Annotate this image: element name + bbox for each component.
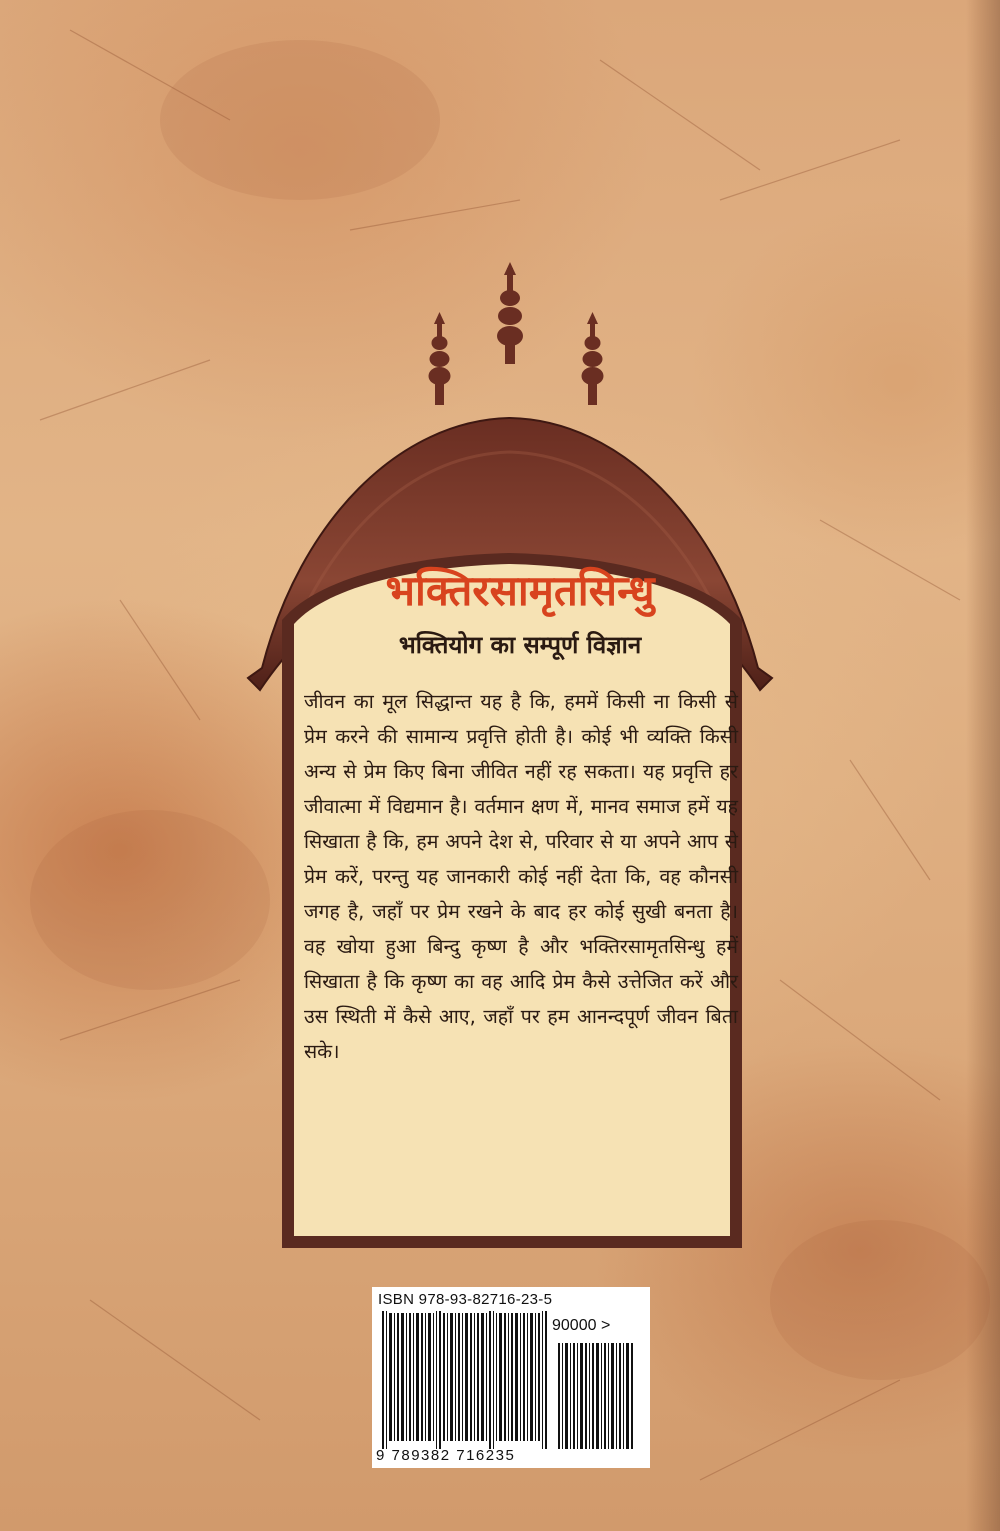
- barcode: [372, 1287, 650, 1468]
- book-description: जीवन का मूल सिद्धान्त यह है कि, हममें किसी ना किसी से प्रेम करने की सामान्य प्रवृत्ति होती है। कोई भी व्यक्ति किसी अन्य से प्रेम किए बिना जीवित नहीं रह सकता। यह प्रवृत्ति हर जीवात्मा में विद्यमान है। वर्तमान क्षण में, मानव समाज हमें यह सिखाता है कि, हम अपने देश से, परिवार से या अपने आप से प्रेम करें, परन्तु यह जानकारी कोई नहीं देता कि, वह कौनसी जगह है, जहाँ पर प्रेम रखने के बाद हर कोई सुखी बनता है। वह खोया हुआ बिन्दु कृष्ण है और भक्तिरसामृतसिन्धु हमें सिखाता है कि कृष्ण का वह आदि प्रेम कैसे उत्तेजित करें और उस स्थिती में कैसे आए, जहाँ पर हम आनन्दपूर्ण जीवन बिता सके।: [304, 690, 738, 1063]
- finial-left: [429, 312, 451, 405]
- barcode-digits: 9 789382 716235: [376, 1447, 516, 1464]
- barcode-bars: [372, 1287, 650, 1468]
- finial-center: [497, 262, 523, 364]
- isbn-label: ISBN 978-93-82716-23-5: [378, 1291, 553, 1308]
- price-code: 90000 >: [552, 1317, 611, 1334]
- finial-right: [582, 312, 604, 405]
- book-title: भक्तिरसामृतसिन्धु: [385, 566, 655, 615]
- book-subtitle: भक्तियोग का सम्पूर्ण विज्ञान: [398, 631, 642, 659]
